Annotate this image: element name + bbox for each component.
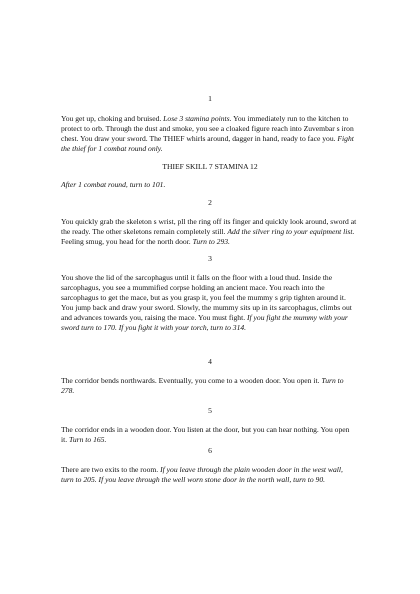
section-4-body: The corridor bends northwards. Eventually, you come to a wooden door. You open it. bbox=[61, 376, 322, 385]
section-1-after: After 1 combat round, turn to 101. bbox=[61, 180, 166, 189]
section-6-body: There are two exits to the room. bbox=[61, 465, 161, 474]
section-4-instruction: Turn to 278. bbox=[61, 376, 344, 396]
section-2-text bbox=[61, 217, 357, 247]
section-1-body: You get up, choking and bruised. bbox=[61, 114, 164, 123]
section-number-1: 1 bbox=[208, 94, 212, 103]
section-3-text bbox=[61, 273, 357, 333]
section-2-instruction-b: Turn to 293. bbox=[192, 237, 230, 247]
section-2-body-2: Feeling smug, you head for the north door. bbox=[61, 237, 193, 247]
section-5-instruction: Turn to 165. bbox=[69, 435, 107, 445]
section-1-body-2: You immediately run to the kitchen to protect to orb. Through the dust and smoke, you see a cloaked figure reach into Zuvembar s iron chest. You draw your sword. The THIEF whirls around, dagger in hand, ready to face you. bbox=[61, 114, 354, 144]
section-3-instruction: If you fight the mummy with your sword turn to 170. If you fight it with your torch, turn to 314. bbox=[61, 313, 348, 333]
section-number-2: 2 bbox=[208, 198, 212, 207]
section-4-text bbox=[61, 376, 357, 396]
section-6-text bbox=[61, 465, 357, 485]
section-1-text bbox=[61, 114, 357, 154]
section-number-4: 4 bbox=[208, 357, 212, 366]
section-number-3: 3 bbox=[208, 254, 212, 263]
section-1-instruction-a: Lose 3 stamina points. bbox=[163, 114, 232, 123]
section-2-instruction-a: Add the silver ring to your equipment list. bbox=[227, 227, 355, 237]
section-5-text bbox=[61, 425, 357, 445]
section-3-body: You shove the lid of the sarcophagus until it falls on the floor with a loud thud. Inside the sarcophagus, you see a mummified corpse holding an ancient mace. You reach into the sarcophagus to get the mace, but as you grasp it, you feel the mummy s grip tighten around it. You jump back and draw your sword. Slowly, the mummy sits up in its sarcophagus, climbs out and advances towards you, raising the mace. You must fight. bbox=[61, 273, 352, 323]
section-number-5: 5 bbox=[208, 406, 212, 415]
section-1-instruction-b: Fight the thief for 1 combat round only. bbox=[61, 134, 354, 154]
section-5-body: The corridor ends in a wooden door. You listen at the door, but you can hear nothing. You open it. bbox=[61, 425, 350, 445]
thief-stats: THIEF SKILL 7 STAMINA 12 bbox=[162, 162, 258, 171]
section-6-instruction: If you leave through the plain wooden door in the west wall, turn to 205. If you leave through the well worn stone door in the north wall, turn to 90. bbox=[61, 465, 343, 485]
section-2-body: You quickly grab the skeleton s wrist, pll the ring off its finger and quickly look around, sword at the ready. The other skeletons remain completely still. bbox=[61, 217, 357, 237]
section-number-6: 6 bbox=[208, 446, 212, 455]
